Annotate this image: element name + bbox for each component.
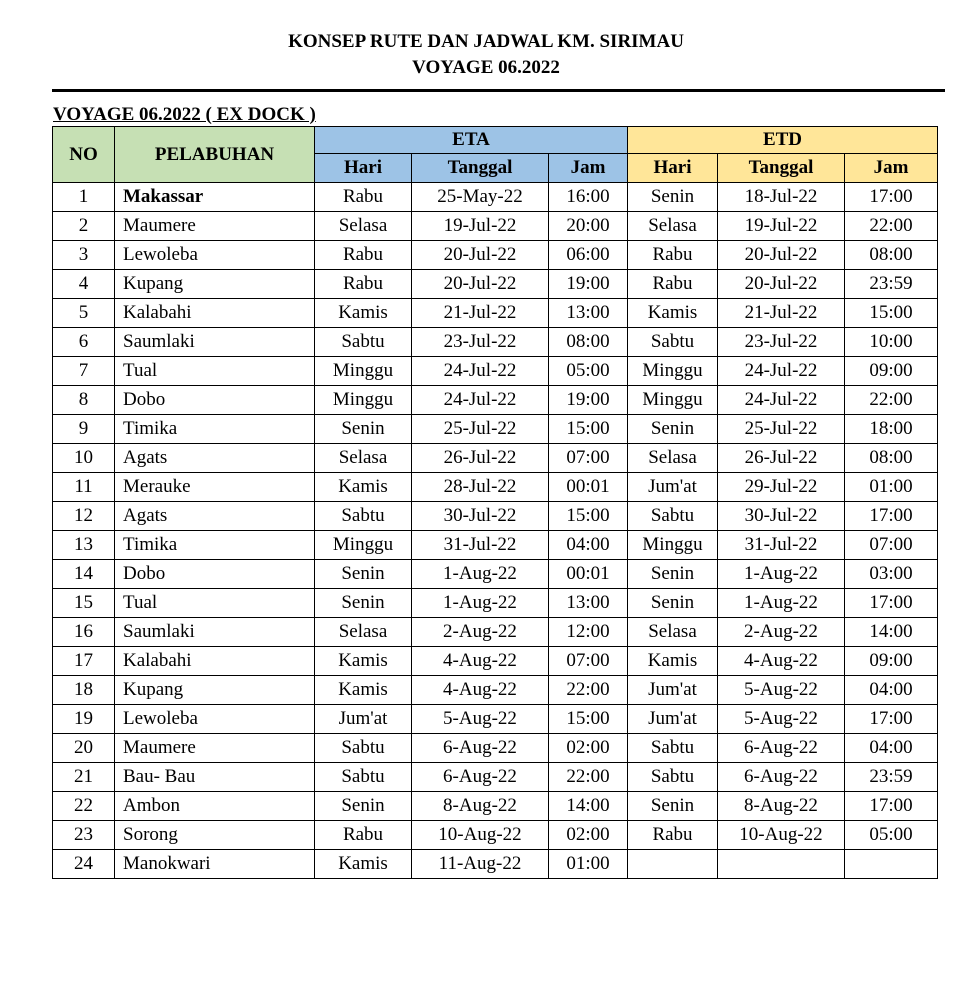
- eta-date: 23-Jul-22: [412, 328, 549, 357]
- eta-day: Jum'at: [315, 705, 412, 734]
- row-number: 7: [53, 357, 115, 386]
- port-name: Sorong: [115, 821, 315, 850]
- eta-day: Sabtu: [315, 734, 412, 763]
- eta-date: 25-Jul-22: [412, 415, 549, 444]
- table-row: [53, 763, 938, 792]
- etd-date: 20-Jul-22: [718, 270, 845, 299]
- row-number: 13: [53, 531, 115, 560]
- etd-time: 03:00: [845, 560, 938, 589]
- port-name: Kalabahi: [115, 647, 315, 676]
- table-row: [53, 502, 938, 531]
- port-name: Manokwari: [115, 850, 315, 879]
- etd-date: 1-Aug-22: [718, 560, 845, 589]
- etd-time: 17:00: [845, 502, 938, 531]
- table-row: [53, 270, 938, 299]
- row-number: 9: [53, 415, 115, 444]
- eta-date: 26-Jul-22: [412, 444, 549, 473]
- eta-time: 16:00: [549, 183, 628, 212]
- port-name: Makassar: [115, 183, 315, 212]
- eta-time: 12:00: [549, 618, 628, 647]
- etd-time: 17:00: [845, 792, 938, 821]
- row-number: 20: [53, 734, 115, 763]
- etd-day: Kamis: [628, 299, 718, 328]
- table-row: [53, 241, 938, 270]
- table-row: [53, 415, 938, 444]
- eta-time: 15:00: [549, 415, 628, 444]
- etd-time: 22:00: [845, 386, 938, 415]
- table-subtitle: VOYAGE 06.2022 ( EX DOCK ): [53, 104, 316, 125]
- etd-date: 25-Jul-22: [718, 415, 845, 444]
- etd-day: Selasa: [628, 444, 718, 473]
- etd-date: 4-Aug-22: [718, 647, 845, 676]
- eta-time: 13:00: [549, 299, 628, 328]
- eta-time: 08:00: [549, 328, 628, 357]
- eta-hari-header: Hari: [315, 154, 412, 183]
- port-name: Kalabahi: [115, 299, 315, 328]
- etd-day: Jum'at: [628, 705, 718, 734]
- port-name: Merauke: [115, 473, 315, 502]
- etd-day: Sabtu: [628, 763, 718, 792]
- port-name: Saumlaki: [115, 618, 315, 647]
- port-name: Timika: [115, 415, 315, 444]
- etd-day: Kamis: [628, 647, 718, 676]
- row-number: 10: [53, 444, 115, 473]
- eta-day: Kamis: [315, 473, 412, 502]
- table-row: [53, 357, 938, 386]
- port-name: Tual: [115, 357, 315, 386]
- port-name: Saumlaki: [115, 328, 315, 357]
- table-row: [53, 618, 938, 647]
- row-number: 23: [53, 821, 115, 850]
- eta-date: 6-Aug-22: [412, 734, 549, 763]
- port-name: Ambon: [115, 792, 315, 821]
- table-row: [53, 531, 938, 560]
- etd-date: 19-Jul-22: [718, 212, 845, 241]
- etd-day: Sabtu: [628, 502, 718, 531]
- eta-day: Rabu: [315, 270, 412, 299]
- etd-date: 5-Aug-22: [718, 705, 845, 734]
- schedule-table: [52, 126, 938, 879]
- eta-date: 30-Jul-22: [412, 502, 549, 531]
- etd-time: [845, 850, 938, 879]
- etd-time: 01:00: [845, 473, 938, 502]
- etd-day: Senin: [628, 415, 718, 444]
- etd-date: 6-Aug-22: [718, 763, 845, 792]
- etd-day: Selasa: [628, 618, 718, 647]
- eta-time: 04:00: [549, 531, 628, 560]
- etd-day: Senin: [628, 183, 718, 212]
- etd-time: 22:00: [845, 212, 938, 241]
- etd-date: 24-Jul-22: [718, 357, 845, 386]
- row-number: 17: [53, 647, 115, 676]
- eta-date: 20-Jul-22: [412, 241, 549, 270]
- eta-day: Sabtu: [315, 763, 412, 792]
- col-no-header: NO: [53, 127, 115, 183]
- row-number: 5: [53, 299, 115, 328]
- row-number: 19: [53, 705, 115, 734]
- etd-time: 18:00: [845, 415, 938, 444]
- row-number: 12: [53, 502, 115, 531]
- etd-date: 1-Aug-22: [718, 589, 845, 618]
- etd-day: Jum'at: [628, 676, 718, 705]
- row-number: 21: [53, 763, 115, 792]
- eta-group-header: ETA: [315, 127, 628, 154]
- table-row: [53, 647, 938, 676]
- eta-day: Kamis: [315, 850, 412, 879]
- eta-time: 22:00: [549, 676, 628, 705]
- header-row-1: [53, 127, 938, 154]
- port-name: Agats: [115, 502, 315, 531]
- eta-date: 24-Jul-22: [412, 357, 549, 386]
- etd-time: 14:00: [845, 618, 938, 647]
- eta-time: 14:00: [549, 792, 628, 821]
- eta-day: Senin: [315, 415, 412, 444]
- etd-date: 20-Jul-22: [718, 241, 845, 270]
- etd-time: 09:00: [845, 357, 938, 386]
- table-row: [53, 212, 938, 241]
- etd-day: Jum'at: [628, 473, 718, 502]
- etd-day: Sabtu: [628, 328, 718, 357]
- eta-time: 02:00: [549, 821, 628, 850]
- row-number: 2: [53, 212, 115, 241]
- eta-day: Sabtu: [315, 502, 412, 531]
- etd-date: 23-Jul-22: [718, 328, 845, 357]
- eta-date: 5-Aug-22: [412, 705, 549, 734]
- etd-day: Senin: [628, 589, 718, 618]
- etd-day: Rabu: [628, 821, 718, 850]
- eta-time: 02:00: [549, 734, 628, 763]
- etd-time: 08:00: [845, 241, 938, 270]
- port-name: Kupang: [115, 270, 315, 299]
- port-name: Maumere: [115, 734, 315, 763]
- etd-date: 18-Jul-22: [718, 183, 845, 212]
- row-number: 3: [53, 241, 115, 270]
- port-name: Kupang: [115, 676, 315, 705]
- etd-date: 2-Aug-22: [718, 618, 845, 647]
- eta-time: 15:00: [549, 705, 628, 734]
- etd-group-header: ETD: [628, 127, 938, 154]
- etd-date: 24-Jul-22: [718, 386, 845, 415]
- etd-date: 26-Jul-22: [718, 444, 845, 473]
- eta-time: 19:00: [549, 270, 628, 299]
- document-title: KONSEP RUTE DAN JADWAL KM. SIRIMAU: [288, 31, 684, 52]
- etd-date: 30-Jul-22: [718, 502, 845, 531]
- etd-time: 08:00: [845, 444, 938, 473]
- port-name: Dobo: [115, 560, 315, 589]
- row-number: 15: [53, 589, 115, 618]
- eta-date: 24-Jul-22: [412, 386, 549, 415]
- table-row: [53, 183, 938, 212]
- etd-date: 5-Aug-22: [718, 676, 845, 705]
- eta-day: Kamis: [315, 647, 412, 676]
- eta-date: 4-Aug-22: [412, 676, 549, 705]
- etd-time: 23:59: [845, 763, 938, 792]
- etd-date: 6-Aug-22: [718, 734, 845, 763]
- etd-time: 09:00: [845, 647, 938, 676]
- table-row: [53, 676, 938, 705]
- eta-date: 4-Aug-22: [412, 647, 549, 676]
- col-pelabuhan-header: PELABUHAN: [115, 127, 315, 183]
- eta-date: 8-Aug-22: [412, 792, 549, 821]
- etd-day: Senin: [628, 792, 718, 821]
- etd-time: 04:00: [845, 676, 938, 705]
- row-number: 16: [53, 618, 115, 647]
- etd-day: Minggu: [628, 531, 718, 560]
- etd-date: 21-Jul-22: [718, 299, 845, 328]
- title-divider: [52, 89, 945, 92]
- row-number: 6: [53, 328, 115, 357]
- eta-day: Rabu: [315, 821, 412, 850]
- row-number: 11: [53, 473, 115, 502]
- row-number: 1: [53, 183, 115, 212]
- eta-date: 20-Jul-22: [412, 270, 549, 299]
- etd-date: 29-Jul-22: [718, 473, 845, 502]
- eta-date: 28-Jul-22: [412, 473, 549, 502]
- table-row: [53, 792, 938, 821]
- etd-day: Minggu: [628, 357, 718, 386]
- eta-time: 00:01: [549, 560, 628, 589]
- etd-date: 31-Jul-22: [718, 531, 845, 560]
- eta-date: 31-Jul-22: [412, 531, 549, 560]
- eta-date: 1-Aug-22: [412, 589, 549, 618]
- eta-time: 07:00: [549, 444, 628, 473]
- table-row: [53, 473, 938, 502]
- table-row: [53, 444, 938, 473]
- table-row: [53, 386, 938, 415]
- eta-day: Kamis: [315, 299, 412, 328]
- table-row: [53, 299, 938, 328]
- etd-date: 8-Aug-22: [718, 792, 845, 821]
- etd-day: Selasa: [628, 212, 718, 241]
- eta-tanggal-header: Tanggal: [412, 154, 549, 183]
- eta-day: Senin: [315, 560, 412, 589]
- eta-time: 15:00: [549, 502, 628, 531]
- etd-time: 04:00: [845, 734, 938, 763]
- eta-day: Rabu: [315, 183, 412, 212]
- etd-day: Rabu: [628, 241, 718, 270]
- voyage-title: VOYAGE 06.2022: [412, 57, 560, 78]
- eta-date: 2-Aug-22: [412, 618, 549, 647]
- eta-time: 20:00: [549, 212, 628, 241]
- etd-time: 05:00: [845, 821, 938, 850]
- etd-time: 17:00: [845, 183, 938, 212]
- etd-tanggal-header: Tanggal: [718, 154, 845, 183]
- eta-day: Sabtu: [315, 328, 412, 357]
- port-name: Lewoleba: [115, 705, 315, 734]
- etd-date: [718, 850, 845, 879]
- etd-date: 10-Aug-22: [718, 821, 845, 850]
- table-row: [53, 589, 938, 618]
- eta-date: 11-Aug-22: [412, 850, 549, 879]
- eta-day: Selasa: [315, 444, 412, 473]
- eta-day: Minggu: [315, 386, 412, 415]
- table-row: [53, 821, 938, 850]
- eta-time: 00:01: [549, 473, 628, 502]
- etd-day: Rabu: [628, 270, 718, 299]
- table-row: [53, 328, 938, 357]
- etd-day: Minggu: [628, 386, 718, 415]
- row-number: 24: [53, 850, 115, 879]
- etd-time: 17:00: [845, 705, 938, 734]
- eta-time: 19:00: [549, 386, 628, 415]
- etd-time: 23:59: [845, 270, 938, 299]
- row-number: 4: [53, 270, 115, 299]
- etd-jam-header: Jam: [845, 154, 938, 183]
- port-name: Timika: [115, 531, 315, 560]
- table-row: [53, 560, 938, 589]
- eta-time: 01:00: [549, 850, 628, 879]
- eta-time: 13:00: [549, 589, 628, 618]
- port-name: Agats: [115, 444, 315, 473]
- eta-date: 1-Aug-22: [412, 560, 549, 589]
- etd-time: 10:00: [845, 328, 938, 357]
- row-number: 18: [53, 676, 115, 705]
- etd-day: Senin: [628, 560, 718, 589]
- etd-day: Sabtu: [628, 734, 718, 763]
- eta-date: 19-Jul-22: [412, 212, 549, 241]
- schedule-rows: [53, 183, 938, 879]
- table-row: [53, 850, 938, 879]
- eta-day: Senin: [315, 792, 412, 821]
- eta-day: Kamis: [315, 676, 412, 705]
- port-name: Lewoleba: [115, 241, 315, 270]
- eta-day: Rabu: [315, 241, 412, 270]
- etd-day: [628, 850, 718, 879]
- eta-time: 06:00: [549, 241, 628, 270]
- eta-day: Minggu: [315, 357, 412, 386]
- eta-time: 05:00: [549, 357, 628, 386]
- eta-date: 10-Aug-22: [412, 821, 549, 850]
- etd-time: 07:00: [845, 531, 938, 560]
- eta-day: Minggu: [315, 531, 412, 560]
- eta-day: Selasa: [315, 212, 412, 241]
- eta-day: Senin: [315, 589, 412, 618]
- eta-date: 25-May-22: [412, 183, 549, 212]
- etd-time: 17:00: [845, 589, 938, 618]
- port-name: Bau- Bau: [115, 763, 315, 792]
- etd-hari-header: Hari: [628, 154, 718, 183]
- eta-time: 22:00: [549, 763, 628, 792]
- eta-date: 6-Aug-22: [412, 763, 549, 792]
- port-name: Dobo: [115, 386, 315, 415]
- eta-time: 07:00: [549, 647, 628, 676]
- eta-date: 21-Jul-22: [412, 299, 549, 328]
- eta-day: Selasa: [315, 618, 412, 647]
- eta-jam-header: Jam: [549, 154, 628, 183]
- table-row: [53, 734, 938, 763]
- port-name: Maumere: [115, 212, 315, 241]
- row-number: 14: [53, 560, 115, 589]
- port-name: Tual: [115, 589, 315, 618]
- row-number: 22: [53, 792, 115, 821]
- row-number: 8: [53, 386, 115, 415]
- table-row: [53, 705, 938, 734]
- etd-time: 15:00: [845, 299, 938, 328]
